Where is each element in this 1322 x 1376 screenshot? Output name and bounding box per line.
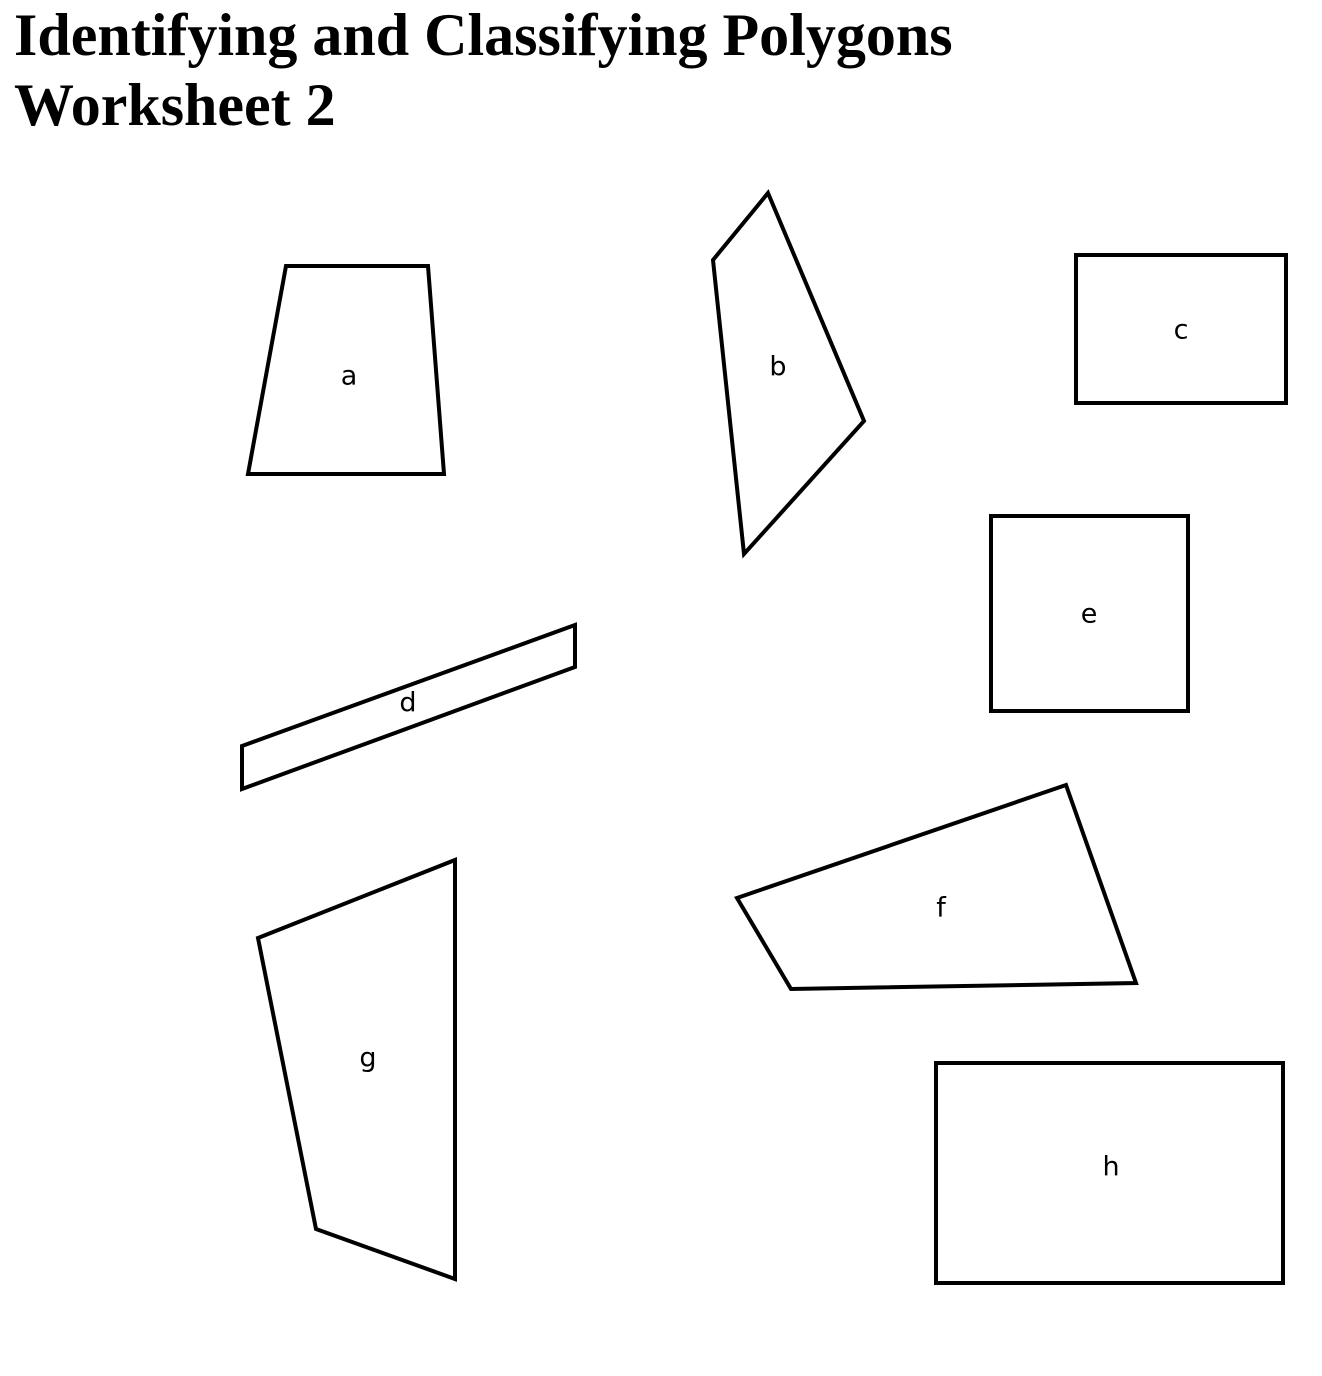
- shape-e: [991, 516, 1188, 711]
- shape-f: [737, 785, 1136, 989]
- shape-b-label: b: [769, 351, 787, 383]
- shape-g-outline: [258, 860, 455, 1279]
- shape-a: [248, 266, 444, 474]
- shape-g: [258, 860, 455, 1279]
- shape-b-outline: [713, 193, 864, 554]
- shape-e-label: e: [1080, 598, 1098, 630]
- shape-h: [936, 1063, 1283, 1283]
- shape-f-outline: [737, 785, 1136, 989]
- shape-d: [242, 625, 575, 789]
- shape-c: [1076, 255, 1286, 403]
- shape-g-label: g: [359, 1042, 377, 1074]
- shape-b: [713, 193, 864, 554]
- shape-d-label: d: [399, 687, 417, 719]
- shape-c-label: c: [1173, 314, 1189, 346]
- shape-f-label: f: [936, 892, 946, 924]
- title-line-2: Worksheet 2: [14, 72, 336, 138]
- shape-a-label: a: [340, 360, 358, 392]
- title-line-1: Identifying and Classifying Polygons: [14, 2, 953, 68]
- shape-h-label: h: [1102, 1151, 1120, 1183]
